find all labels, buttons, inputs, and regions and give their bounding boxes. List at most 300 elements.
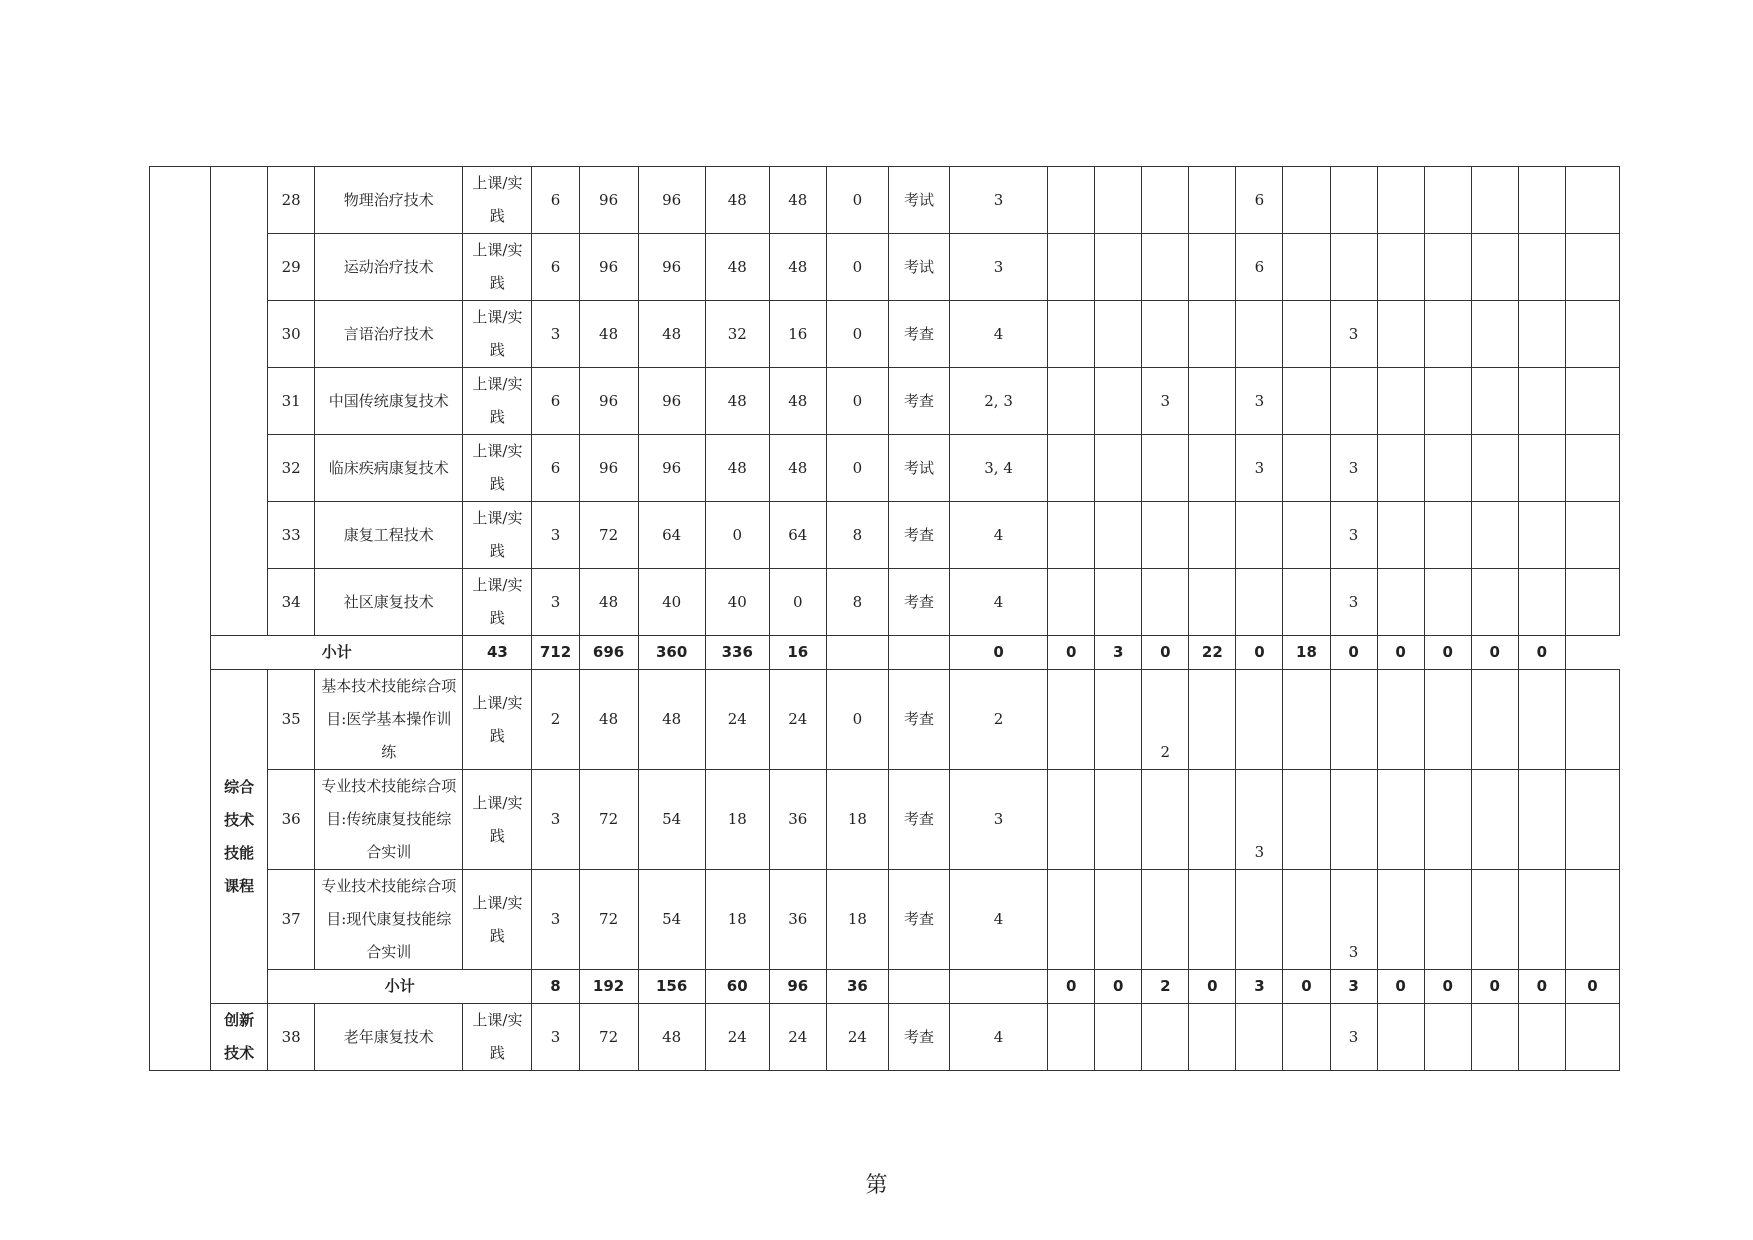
- cell-sem: 2, 3: [950, 368, 1048, 435]
- weekly-hours-cell: [1377, 234, 1424, 301]
- weekly-hours-cell: [1189, 167, 1236, 234]
- weekly-hours-cell: 3: [1330, 1004, 1377, 1071]
- cell-theory: 48: [705, 234, 769, 301]
- weekly-hours-cell: [1424, 770, 1471, 870]
- weekly-hours-cell: [1095, 167, 1142, 234]
- weekly-hours-cell: [1377, 502, 1424, 569]
- table-row: [150, 770, 1620, 870]
- weekly-hours-cell: 3: [1330, 435, 1377, 502]
- course-number: 28: [268, 167, 315, 234]
- weekly-hours-cell: [1048, 435, 1095, 502]
- subtotal-label: 小计: [211, 636, 463, 670]
- cell-practice: 0: [769, 569, 826, 636]
- cell-total: 96: [579, 368, 638, 435]
- weekly-hours-cell: 3: [1330, 569, 1377, 636]
- subtotal-practice: 96: [769, 970, 826, 1004]
- weekly-hours-cell: [1189, 670, 1236, 770]
- cell-theory: 48: [705, 368, 769, 435]
- course-number: 33: [268, 502, 315, 569]
- cell-sem: 4: [950, 502, 1048, 569]
- weekly-hours-cell: [1471, 670, 1518, 770]
- weekly-hours-cell: [1142, 301, 1189, 368]
- cell-total: 96: [579, 167, 638, 234]
- cell-theory: 18: [705, 770, 769, 870]
- weekly-hours-cell: [1330, 770, 1377, 870]
- weekly-hours-cell: [1095, 569, 1142, 636]
- cell-total: 72: [579, 870, 638, 970]
- subtotal-weekly-cell: 0: [1518, 970, 1565, 1004]
- table-row: [150, 234, 1620, 301]
- cell-req: 96: [638, 368, 705, 435]
- cell-assess: 考试: [888, 234, 949, 301]
- empty-cell: [888, 636, 949, 670]
- cell-assess: 考查: [888, 870, 949, 970]
- weekly-hours-cell: [1283, 502, 1330, 569]
- weekly-hours-cell: [1424, 670, 1471, 770]
- subtotal-extra: 16: [769, 636, 826, 670]
- cell-theory: 24: [705, 1004, 769, 1071]
- subtotal-weekly-cell: 0: [1189, 970, 1236, 1004]
- course-number: 31: [268, 368, 315, 435]
- subtotal-weekly-cell: 0: [1424, 970, 1471, 1004]
- cell-practice: 64: [769, 502, 826, 569]
- weekly-hours-cell: [1189, 1004, 1236, 1071]
- cell-practice: 48: [769, 234, 826, 301]
- teaching-form: 上课/实践: [463, 234, 532, 301]
- weekly-hours-cell: [1377, 870, 1424, 970]
- teaching-form: 上课/实践: [463, 870, 532, 970]
- course-number: 34: [268, 569, 315, 636]
- weekly-hours-cell: [1518, 435, 1565, 502]
- weekly-hours-cell: [1142, 1004, 1189, 1071]
- weekly-hours-cell: [1424, 1004, 1471, 1071]
- cell-practice: 36: [769, 870, 826, 970]
- cell-total: 96: [579, 234, 638, 301]
- subtotal-weekly-cell: 0: [1424, 636, 1471, 670]
- weekly-hours-cell: [1142, 770, 1189, 870]
- weekly-hours-cell: [1518, 770, 1565, 870]
- weekly-hours-cell: [1189, 301, 1236, 368]
- weekly-hours-cell: [1283, 301, 1330, 368]
- weekly-hours-cell: [1471, 1004, 1518, 1071]
- course-name: 专业技术技能综合项目:传统康复技能综合实训: [315, 770, 463, 870]
- table-row: [150, 167, 1620, 234]
- weekly-hours-cell: [1189, 569, 1236, 636]
- weekly-hours-cell: [1565, 234, 1619, 301]
- weekly-hours-cell: [1377, 670, 1424, 770]
- weekly-hours-cell: [1565, 1004, 1619, 1071]
- course-name: 老年康复技术: [315, 1004, 463, 1071]
- cell-assess: 考查: [888, 569, 949, 636]
- subtotal-weekly-cell: 0: [1236, 636, 1283, 670]
- cell-assess: 考查: [888, 670, 949, 770]
- cell-assess: 考查: [888, 301, 949, 368]
- subtotal-total: 712: [532, 636, 579, 670]
- weekly-hours-cell: [1283, 234, 1330, 301]
- cell-extra: 0: [826, 435, 888, 502]
- subtotal-label: 小计: [268, 970, 532, 1004]
- cell-credit: 6: [532, 167, 579, 234]
- course-name: 运动治疗技术: [315, 234, 463, 301]
- weekly-hours-cell: 3: [1236, 770, 1283, 870]
- cell-assess: 考试: [888, 167, 949, 234]
- cell-assess: 考试: [888, 435, 949, 502]
- weekly-hours-cell: [1189, 502, 1236, 569]
- teaching-form: 上课/实践: [463, 569, 532, 636]
- weekly-hours-cell: [1377, 167, 1424, 234]
- weekly-hours-cell: [1048, 167, 1095, 234]
- subtotal-weekly-cell: 3: [1330, 970, 1377, 1004]
- weekly-hours-cell: [1048, 301, 1095, 368]
- subtotal-weekly-cell: 0: [1518, 636, 1565, 670]
- weekly-hours-cell: [1236, 870, 1283, 970]
- category-label: 创新技术: [211, 1004, 268, 1071]
- weekly-hours-cell: 3: [1330, 870, 1377, 970]
- cell-credit: 6: [532, 234, 579, 301]
- weekly-hours-cell: 3: [1142, 368, 1189, 435]
- cell-sem: 4: [950, 301, 1048, 368]
- empty-cell: [888, 970, 949, 1004]
- weekly-hours-cell: [1142, 870, 1189, 970]
- cell-sem: 3, 4: [950, 435, 1048, 502]
- cell-total: 72: [579, 1004, 638, 1071]
- weekly-hours-cell: [1095, 670, 1142, 770]
- cell-theory: 0: [705, 502, 769, 569]
- course-number: 36: [268, 770, 315, 870]
- course-number: 37: [268, 870, 315, 970]
- subtotal-theory: 360: [638, 636, 705, 670]
- weekly-hours-cell: [1424, 435, 1471, 502]
- weekly-hours-cell: [1330, 234, 1377, 301]
- course-number: 32: [268, 435, 315, 502]
- weekly-hours-cell: [1518, 368, 1565, 435]
- subtotal-weekly-cell: 0: [1142, 636, 1189, 670]
- weekly-hours-cell: [1424, 569, 1471, 636]
- subtotal-weekly-cell: 22: [1189, 636, 1236, 670]
- weekly-hours-cell: [1283, 569, 1330, 636]
- weekly-hours-cell: [1518, 234, 1565, 301]
- table-row: [150, 1004, 1620, 1071]
- weekly-hours-cell: [1471, 870, 1518, 970]
- subtotal-extra: 36: [826, 970, 888, 1004]
- weekly-hours-cell: [1518, 301, 1565, 368]
- course-number: 38: [268, 1004, 315, 1071]
- cell-assess: 考查: [888, 1004, 949, 1071]
- course-name: 物理治疗技术: [315, 167, 463, 234]
- weekly-hours-cell: [1048, 569, 1095, 636]
- cell-total: 72: [579, 502, 638, 569]
- subtotal-credit: 8: [532, 970, 579, 1004]
- cell-theory: 48: [705, 435, 769, 502]
- weekly-hours-cell: [1565, 569, 1619, 636]
- cell-credit: 3: [532, 770, 579, 870]
- cell-practice: 48: [769, 167, 826, 234]
- cell-total: 48: [579, 670, 638, 770]
- cell-sem: 3: [950, 167, 1048, 234]
- cell-credit: 3: [532, 301, 579, 368]
- weekly-hours-cell: [1189, 770, 1236, 870]
- table-row: [150, 301, 1620, 368]
- weekly-hours-cell: [1565, 368, 1619, 435]
- table-row: [150, 368, 1620, 435]
- cell-req: 48: [638, 670, 705, 770]
- weekly-hours-cell: 3: [1330, 301, 1377, 368]
- cell-theory: 40: [705, 569, 769, 636]
- cell-theory: 24: [705, 670, 769, 770]
- weekly-hours-cell: [1518, 167, 1565, 234]
- cell-sem: 4: [950, 1004, 1048, 1071]
- weekly-hours-cell: [1048, 234, 1095, 301]
- cell-req: 96: [638, 167, 705, 234]
- weekly-hours-cell: [1518, 670, 1565, 770]
- cell-credit: 3: [532, 1004, 579, 1071]
- subtotal-weekly-cell: 18: [1283, 636, 1330, 670]
- course-number: 29: [268, 234, 315, 301]
- subtotal-weekly-cell: 0: [1330, 636, 1377, 670]
- weekly-hours-cell: [1095, 1004, 1142, 1071]
- subtotal-weekly-cell: 0: [1095, 970, 1142, 1004]
- course-schedule-table: [149, 166, 1620, 1071]
- cell-sem: 4: [950, 569, 1048, 636]
- teaching-form: 上课/实践: [463, 368, 532, 435]
- teaching-form: 上课/实践: [463, 1004, 532, 1071]
- teaching-form: 上课/实践: [463, 435, 532, 502]
- weekly-hours-cell: [1471, 569, 1518, 636]
- cell-theory: 18: [705, 870, 769, 970]
- cell-extra: 0: [826, 167, 888, 234]
- weekly-hours-cell: [1095, 870, 1142, 970]
- cell-practice: 48: [769, 368, 826, 435]
- cell-req: 40: [638, 569, 705, 636]
- weekly-hours-cell: [1236, 569, 1283, 636]
- cell-practice: 24: [769, 1004, 826, 1071]
- subtotal-weekly-cell: 0: [1283, 970, 1330, 1004]
- weekly-hours-cell: [1377, 569, 1424, 636]
- cell-req: 96: [638, 234, 705, 301]
- weekly-hours-cell: [1565, 870, 1619, 970]
- weekly-hours-cell: [1048, 502, 1095, 569]
- cell-sem: 3: [950, 234, 1048, 301]
- weekly-hours-cell: [1471, 234, 1518, 301]
- weekly-hours-cell: [1095, 770, 1142, 870]
- weekly-hours-cell: [1565, 167, 1619, 234]
- cell-req: 48: [638, 1004, 705, 1071]
- weekly-hours-cell: [1330, 167, 1377, 234]
- cell-sem: 3: [950, 770, 1048, 870]
- table-row: [150, 435, 1620, 502]
- weekly-hours-cell: [1471, 770, 1518, 870]
- weekly-hours-cell: [1377, 1004, 1424, 1071]
- weekly-hours-cell: [1330, 368, 1377, 435]
- subtotal-weekly-cell: 0: [1377, 970, 1424, 1004]
- cell-extra: 24: [826, 1004, 888, 1071]
- teaching-form: 上课/实践: [463, 770, 532, 870]
- weekly-hours-cell: [1377, 301, 1424, 368]
- category-cell: [211, 167, 268, 636]
- cell-credit: 3: [532, 569, 579, 636]
- cell-extra: 0: [826, 301, 888, 368]
- course-number: 30: [268, 301, 315, 368]
- subtotal-total: 192: [579, 970, 638, 1004]
- outer-category-cell: [150, 167, 211, 1071]
- subtotal-weekly-cell: 0: [950, 636, 1048, 670]
- table-row: [150, 870, 1620, 970]
- weekly-hours-cell: [1471, 301, 1518, 368]
- empty-cell: [826, 636, 888, 670]
- cell-practice: 36: [769, 770, 826, 870]
- cell-theory: 32: [705, 301, 769, 368]
- weekly-hours-cell: [1236, 670, 1283, 770]
- weekly-hours-cell: [1142, 435, 1189, 502]
- table-row: [150, 670, 1620, 770]
- subtotal-row: [150, 636, 1620, 670]
- weekly-hours-cell: [1095, 234, 1142, 301]
- weekly-hours-cell: [1518, 502, 1565, 569]
- weekly-hours-cell: [1565, 770, 1619, 870]
- cell-assess: 考查: [888, 368, 949, 435]
- subtotal-weekly-cell: 0: [1048, 636, 1095, 670]
- course-name: 康复工程技术: [315, 502, 463, 569]
- weekly-hours-cell: [1236, 502, 1283, 569]
- weekly-hours-cell: [1142, 234, 1189, 301]
- weekly-hours-cell: [1095, 368, 1142, 435]
- weekly-hours-cell: [1189, 368, 1236, 435]
- weekly-hours-cell: [1424, 502, 1471, 569]
- weekly-hours-cell: [1518, 569, 1565, 636]
- weekly-hours-cell: [1048, 770, 1095, 870]
- weekly-hours-cell: [1565, 435, 1619, 502]
- weekly-hours-cell: [1518, 870, 1565, 970]
- weekly-hours-cell: [1377, 435, 1424, 502]
- empty-cell: [950, 970, 1048, 1004]
- cell-extra: 18: [826, 870, 888, 970]
- weekly-hours-cell: [1424, 870, 1471, 970]
- weekly-hours-cell: [1424, 167, 1471, 234]
- cell-sem: 2: [950, 670, 1048, 770]
- cell-extra: 0: [826, 368, 888, 435]
- weekly-hours-cell: 6: [1236, 234, 1283, 301]
- weekly-hours-cell: [1189, 435, 1236, 502]
- category-label: 综合技术技能课程: [211, 670, 268, 1004]
- weekly-hours-cell: [1048, 670, 1095, 770]
- weekly-hours-cell: 2: [1142, 670, 1189, 770]
- weekly-hours-cell: [1048, 870, 1095, 970]
- weekly-hours-cell: [1471, 368, 1518, 435]
- weekly-hours-cell: [1424, 234, 1471, 301]
- cell-total: 72: [579, 770, 638, 870]
- subtotal-weekly-cell: 0: [1377, 636, 1424, 670]
- teaching-form: 上课/实践: [463, 502, 532, 569]
- subtotal-practice: 336: [705, 636, 769, 670]
- weekly-hours-cell: [1095, 435, 1142, 502]
- weekly-hours-cell: [1471, 435, 1518, 502]
- weekly-hours-cell: [1565, 670, 1619, 770]
- cell-practice: 16: [769, 301, 826, 368]
- course-name: 言语治疗技术: [315, 301, 463, 368]
- weekly-hours-cell: 3: [1236, 368, 1283, 435]
- subtotal-weekly-cell: 0: [1471, 970, 1518, 1004]
- cell-req: 48: [638, 301, 705, 368]
- weekly-hours-cell: [1189, 234, 1236, 301]
- weekly-hours-cell: [1283, 870, 1330, 970]
- weekly-hours-cell: [1283, 1004, 1330, 1071]
- cell-practice: 24: [769, 670, 826, 770]
- weekly-hours-cell: 3: [1236, 435, 1283, 502]
- weekly-hours-cell: [1095, 502, 1142, 569]
- page-footer: 第: [865, 1173, 888, 1198]
- cell-total: 48: [579, 569, 638, 636]
- weekly-hours-cell: [1142, 167, 1189, 234]
- table-row: [150, 502, 1620, 569]
- cell-sem: 4: [950, 870, 1048, 970]
- cell-credit: 6: [532, 435, 579, 502]
- subtotal-weekly-cell: 3: [1095, 636, 1142, 670]
- cell-extra: 0: [826, 234, 888, 301]
- weekly-hours-cell: [1142, 569, 1189, 636]
- subtotal-row: [150, 970, 1620, 1004]
- subtotal-weekly-cell: 0: [1565, 970, 1619, 1004]
- weekly-hours-cell: [1377, 770, 1424, 870]
- weekly-hours-cell: [1236, 301, 1283, 368]
- table-row: [150, 569, 1620, 636]
- weekly-hours-cell: [1518, 1004, 1565, 1071]
- cell-credit: 2: [532, 670, 579, 770]
- weekly-hours-cell: [1377, 368, 1424, 435]
- subtotal-weekly-cell: 3: [1236, 970, 1283, 1004]
- weekly-hours-cell: 3: [1330, 502, 1377, 569]
- cell-total: 96: [579, 435, 638, 502]
- subtotal-weekly-cell: 2: [1142, 970, 1189, 1004]
- subtotal-req: 156: [638, 970, 705, 1004]
- teaching-form: 上课/实践: [463, 301, 532, 368]
- weekly-hours-cell: [1565, 502, 1619, 569]
- course-name: 基本技术技能综合项目:医学基本操作训练: [315, 670, 463, 770]
- weekly-hours-cell: [1142, 502, 1189, 569]
- weekly-hours-cell: [1424, 301, 1471, 368]
- cell-req: 54: [638, 770, 705, 870]
- weekly-hours-cell: [1424, 368, 1471, 435]
- cell-req: 54: [638, 870, 705, 970]
- course-name: 专业技术技能综合项目:现代康复技能综合实训: [315, 870, 463, 970]
- cell-total: 48: [579, 301, 638, 368]
- weekly-hours-cell: [1330, 670, 1377, 770]
- weekly-hours-cell: [1283, 770, 1330, 870]
- cell-credit: 3: [532, 870, 579, 970]
- weekly-hours-cell: [1283, 670, 1330, 770]
- cell-credit: 3: [532, 502, 579, 569]
- subtotal-weekly-cell: 0: [1048, 970, 1095, 1004]
- cell-assess: 考查: [888, 502, 949, 569]
- subtotal-theory: 60: [705, 970, 769, 1004]
- course-name: 中国传统康复技术: [315, 368, 463, 435]
- course-name: 临床疾病康复技术: [315, 435, 463, 502]
- cell-req: 96: [638, 435, 705, 502]
- teaching-form: 上课/实践: [463, 167, 532, 234]
- cell-extra: 18: [826, 770, 888, 870]
- cell-theory: 48: [705, 167, 769, 234]
- course-number: 35: [268, 670, 315, 770]
- course-name: 社区康复技术: [315, 569, 463, 636]
- weekly-hours-cell: [1048, 368, 1095, 435]
- teaching-form: 上课/实践: [463, 670, 532, 770]
- weekly-hours-cell: [1565, 301, 1619, 368]
- cell-credit: 6: [532, 368, 579, 435]
- weekly-hours-cell: [1236, 1004, 1283, 1071]
- cell-extra: 8: [826, 569, 888, 636]
- weekly-hours-cell: 6: [1236, 167, 1283, 234]
- subtotal-credit: 43: [463, 636, 532, 670]
- weekly-hours-cell: [1095, 301, 1142, 368]
